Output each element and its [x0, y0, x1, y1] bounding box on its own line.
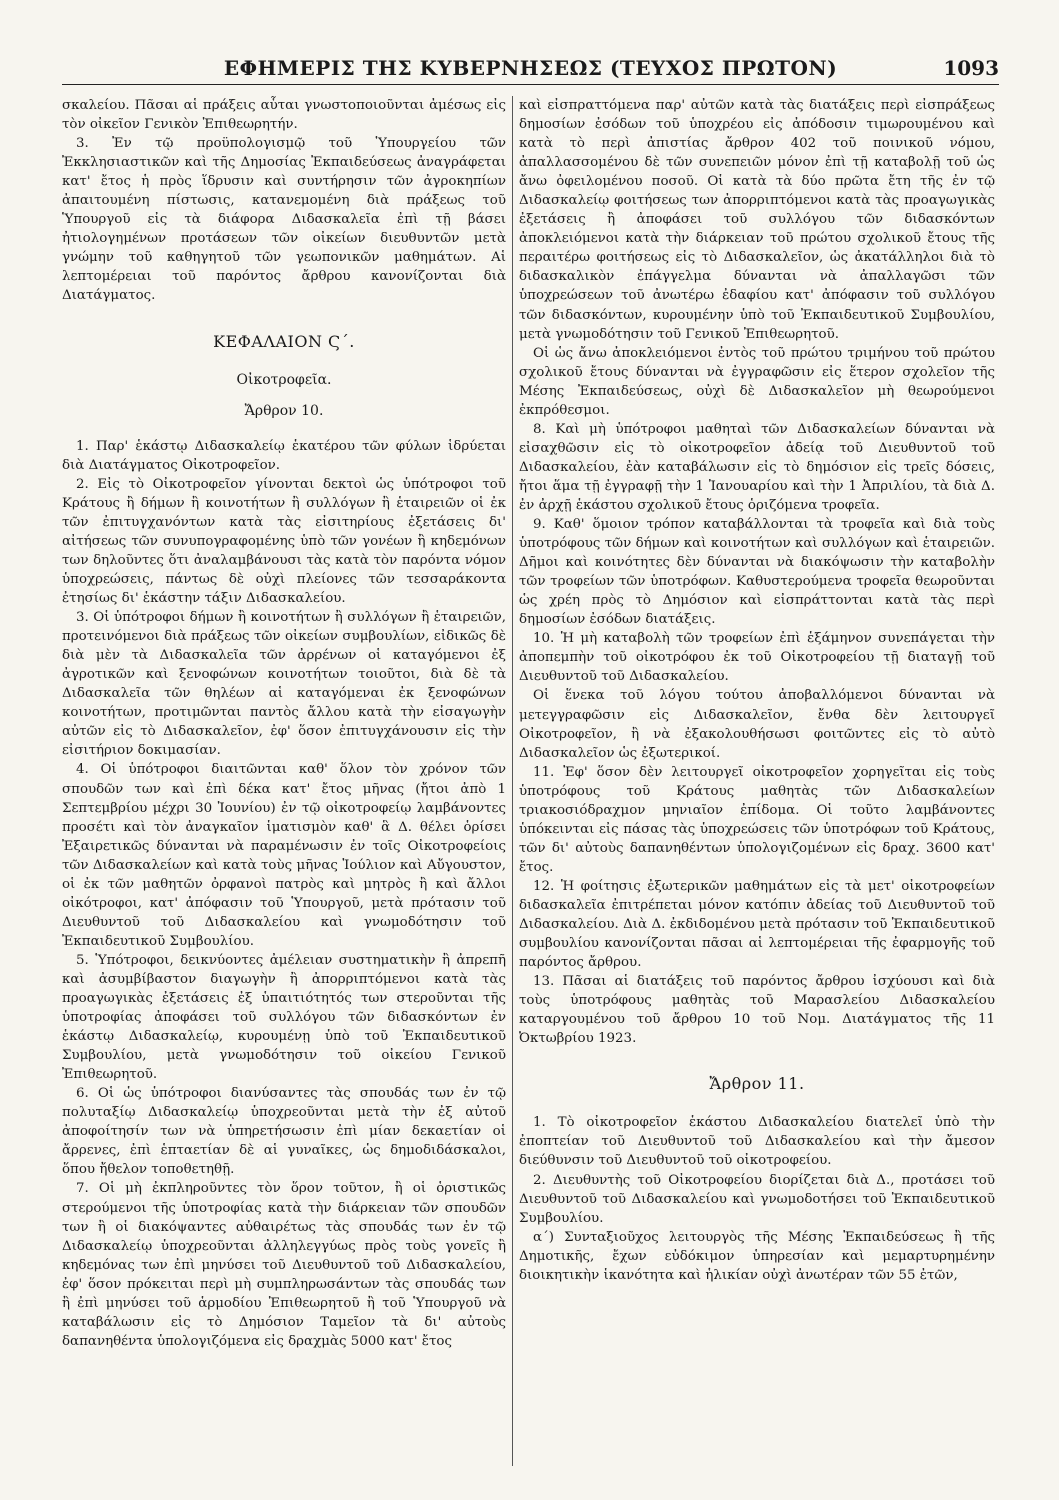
- paragraph-3: 3. Ἐν τῷ προϋπολογισμῷ τοῦ Ὑπουργείου τῶν Ἐκκλησιαστικῶν καὶ τῆς Δημοσίας Ἐκπαιδεύσεως ἀναγράφεται κατ' ἔτος ἡ πρὸς ἵδρυσιν καὶ συντήρησιν τῶν ἀγροκηπίων ἀπαιτουμένη πίστωσις, κατανεμομένη διὰ πράξεως τοῦ Ὑπουργοῦ εἰς τὰ διάφορα Διδασκαλεῖα ἐπὶ τῇ βάσει ἠτιολογημένων προτάσεων τῶν οἰκείων διευθυντῶν μετὰ γνώμην τοῦ καθηγητοῦ τῶν γεωπονικῶν μαθημάτων. Αἱ λεπτομέρειαι τοῦ παρόντος ἄρθρου κανονίζονται διὰ Διατάγματος.: [62, 136, 506, 304]
- right-column: [519, 96, 995, 1476]
- art10-paragraph-10: 10. Ἡ μὴ καταβολὴ τῶν τροφείων ἐπὶ ἑξάμηνον συνεπάγεται τὴν ἀποπεμπὴν τοῦ οἰκοτρόφου ἐκ τοῦ Οἰκοτροφείου τῇ διαταγῇ τοῦ Διευθυντοῦ τοῦ Διδασκαλείου.: [519, 631, 995, 685]
- chapter-heading: ΚΕΦΑΛΑΙΟΝ Ϛ΄.: [213, 331, 355, 351]
- art10-paragraph-11: 11. Ἐφ' ὅσον δὲν λειτουργεῖ οἰκοτροφεῖον χορηγεῖται εἰς τοὺς ὑποτρόφους τοῦ Κράτους μαθητὰς τῶν Διδασκαλείων τριακοσιόδραχμον μηνιαῖον ἐπίδομα. Οἱ τοῦτο λαμβάνοντες ὑπόκεινται εἰς πάσας τὰς ὑποχρεώσεις τῶν ὑποτρόφων τοῦ Κράτους, τῶν δι' αὐτοὺς δαπανηθέντων ὑπολογιζομένων εἰς δραχ. 3600 κατ' ἔτος.: [519, 764, 995, 875]
- art11-paragraph-1: 1. Τὸ οἰκοτροφεῖον ἑκάστου Διδασκαλείου διατελεῖ ὑπὸ τὴν ἐποπτείαν τοῦ Διευθυντοῦ τοῦ Διδασκαλείου καὶ τὴν ἄμεσον διεύθυνσιν τοῦ Διευθυντοῦ τοῦ οἰκοτροφείου.: [519, 1115, 995, 1169]
- paragraph-continuation: καὶ εἰσπραττόμενα παρ' αὐτῶν κατὰ τὰς διατάξεις περὶ εἰσπράξεως δημοσίων ἐσόδων τοῦ ὑποχρέου εἰς ἀπόδοσιν τιμωρουμένου καὶ κατὰ τὸ περὶ ἀπιστίας ἄρθρον 402 τοῦ ποινικοῦ νόμου, ἀπαλλασσομένου δὲ τῶν συνεπειῶν μόνον ἐπὶ τῇ καταβολῇ τοῦ ὡς ἄνω ὀφειλομένου ποσοῦ. Οἱ κατὰ τὰ δύο πρῶτα ἔτη τῆς ἐν τῷ Διδασκαλείῳ φοιτήσεως των ἀπορριπτόμενοι κατὰ τὰς προαγωγικὰς ἐξετάσεις ἢ ἀποφάσει τοῦ συλλόγου τῶν διδασκόντων ἀποκλειόμενοι κατὰ τὴν διάρκειαν τοῦ πρώτου σχολικοῦ ἔτους τῆς περαιτέρω φοιτήσεως εἰς τὸ Διδασκαλεῖον, ὡς ἀκατάλληλοι διὰ τὸ διδασκαλικὸν ἐπάγγελμα δύνανται νὰ ἀπαλλαγῶσι τῶν ὑποχρεώσεων τοῦ ἀνωτέρω ἐδαφίου κατ' ἀπόφασιν τοῦ συλλόγου τῶν διδασκόντων, κυρουμένην ὑπὸ τοῦ Ἐκπαιδευτικοῦ Συμβουλίου, μετὰ γνωμοδότησιν τοῦ Γενικοῦ Ἐπιθεωρητοῦ.: [519, 98, 995, 342]
- chapter-subheading: Οἰκοτροφεῖα.: [236, 371, 332, 388]
- art10-paragraph-13: 13. Πᾶσαι αἱ διατάξεις τοῦ παρόντος ἄρθρου ἰσχύουσι καὶ διὰ τοὺς ὑποτρόφους μαθητὰς τοῦ Μαρασλείου Διδασκαλείου καταργουμένου τοῦ ἄρθρου 10 τοῦ Νομ. Διατάγματος τῆς 11 Ὀκτωβρίου 1923.: [519, 974, 995, 1047]
- paragraph-continuation-2: Οἱ ὡς ἄνω ἀποκλειόμενοι ἐντὸς τοῦ πρώτου τριμήνου τοῦ πρώτου σχολικοῦ ἔτους δύνανται νὰ ἐγγραφῶσιν εἰς ἕτερον σχολεῖον τῆς Μέσης Ἐκπαιδεύσεως, οὐχὶ δὲ Διδασκαλεῖον μὴ θεωρούμενοι ἐκπρόθεσμοι.: [519, 345, 995, 418]
- art10-paragraph-3: 3. Οἱ ὑπότροφοι δήμων ἢ κοινοτήτων ἢ συλλόγων ἢ ἑταιρειῶν, προτεινόμενοι διὰ πράξεως τῶν οἰκείων συμβουλίων, εἰδικῶς δὲ διὰ μὲν τὰ Διδασκαλεῖα τῶν ἀρρένων οἱ καταγόμενοι ἐξ ἀγροτικῶν καὶ ξενοφώνων κοινοτήτων τοιοῦτοι, διὰ δὲ τὰ Διδασκαλεῖα τῶν θηλέων αἱ καταγόμεναι ἐκ ξενοφώνων κοινοτήτων, προτιμῶνται παντὸς ἄλλου κατὰ τὴν εἰσαγωγὴν αὐτῶν εἰς τὸ Διδασκαλεῖον, ἐφ' ὅσον ἐπιτυγχάνουσιν εἰς τὴν εἰσιτήριον δοκιμασίαν.: [62, 610, 506, 759]
- left-column: [62, 96, 506, 1476]
- art10-paragraph-4: 4. Οἱ ὑπότροφοι διαιτῶνται καθ' ὅλον τὸν χρόνον τῶν σπουδῶν των καὶ ἐπὶ δέκα κατ' ἔτος μῆνας (ἤτοι ἀπὸ 1 Σεπτεμβρίου μέχρι 30 Ἰουνίου) ἐν τῷ οἰκοτροφείῳ λαμβάνοντες προσέτι καὶ τὸν ἀναγκαῖον ἱματισμὸν καθ' ἃ Δ. θέλει ὁρίσει Ἐξαιρετικῶς δύνανται νὰ παραμένωσιν ἐν τοῖς Οἰκοτροφείοις τῶν Διδασκαλείων καὶ κατὰ τοὺς μῆνας Ἰούλιον καὶ Αὔγουστον, οἱ ἐκ τῶν μαθητῶν ὀρφανοὶ πατρὸς καὶ μητρὸς ἢ καὶ ἄλλοι οἰκότροφοι, κατ' ἀπόφασιν τοῦ Ὑπουργοῦ, μετὰ πρότασιν τοῦ Διευθυντοῦ τοῦ Διδασκαλείου καὶ γνωμοδότησιν τοῦ Ἐκπαιδευτικοῦ Συμβουλίου.: [62, 762, 506, 949]
- art11-paragraph-2: 2. Διευθυντὴς τοῦ Οἰκοτροφείου διορίζεται διὰ Δ., προτάσει τοῦ Διευθυντοῦ τοῦ Διδασκαλείου καὶ γνωμοδοτήσει τοῦ Ἐκπαιδευτικοῦ Συμβουλίου.: [519, 1172, 995, 1226]
- page-header: [62, 50, 999, 85]
- page-number: 1093: [943, 56, 999, 80]
- art10-paragraph-8: 8. Καὶ μὴ ὑπότροφοι μαθηταὶ τῶν Διδασκαλείων δύνανται νὰ εἰσαχθῶσιν εἰς τὸ οἰκοτροφεῖον ἀδείᾳ τοῦ Διευθυντοῦ τοῦ Διδασκαλείου, ἐὰν καταβάλωσιν εἰς τὸ δημόσιον εἰς τρεῖς δόσεις, ἤτοι ἅμα τῇ ἐγγραφῇ τὴν 1 Ἰανουαρίου καὶ τὴν 1 Ἀπριλίου, τὰ διὰ Δ. ἐν ἀρχῇ ἑκάστου σχολικοῦ ἔτους ὁριζόμενα τροφεῖα.: [519, 421, 995, 513]
- art11-paragraph-a: α΄) Συνταξιοῦχος λειτουργὸς τῆς Μέσης Ἐκπαιδεύσεως ἢ τῆς Δημοτικῆς, ἔχων εὐδόκιμον ὑπηρεσίαν καὶ μεμαρτυρημένην διοικητικὴν ἱκανότητα καὶ ἡλικίαν οὐχὶ ἀνωτέραν τῶν 55 ἐτῶν,: [519, 1229, 995, 1283]
- art10-paragraph-12: 12. Ἡ φοίτησις ἐξωτερικῶν μαθημάτων εἰς τὰ μετ' οἰκοτροφείων διδασκαλεῖα ἐπιτρέπεται μόνον κατόπιν ἀδείας τοῦ Διευθυντοῦ τοῦ Διδασκαλείου. Διὰ Δ. ἐκδιδομένου μετὰ πρότασιν τοῦ Ἐκπαιδευτικοῦ συμβουλίου κανονίζονται πᾶσαι αἱ λεπτομέρειαι τῆς ἐφαρμογῆς τοῦ παρόντος ἄρθρου.: [519, 878, 995, 971]
- art10-paragraph-9: 9. Καθ' ὅμοιον τρόπον καταβάλλονται τὰ τροφεῖα καὶ διὰ τοὺς ὑποτρόφους τῶν δήμων καὶ κοινοτήτων καὶ συλλόγων καὶ ἑταιρειῶν. Δῆμοι καὶ κοινότητες δὲν δύνανται νὰ διακόψωσιν τὴν καταβολὴν τῶν τροφείων τῶν ὑποτρόφων. Καθυστερούμενα τροφεῖα θεωροῦνται ὡς χρέη πρὸς τὸ Δημόσιον καὶ εἰσπράττονται κατὰ τὰς περὶ δημοσίων ἐσόδων διατάξεις.: [519, 517, 995, 628]
- art10-paragraph-10b: Οἱ ἕνεκα τοῦ λόγου τούτου ἀποβαλλόμενοι δύνανται νὰ μετεγγραφῶσιν εἰς Διδασκαλεῖον, ἔνθα δὲν λειτουργεῖ Οἰκοτροφεῖον, ἢ νὰ ἐξακολουθήσωσι φοιτῶντες εἰς τὸ αὐτὸ Διδασκαλεῖον ὡς ἐξωτερικοί.: [519, 688, 995, 761]
- art10-paragraph-2: 2. Εἰς τὸ Οἰκοτροφεῖον γίνονται δεκτοὶ ὡς ὑπότροφοι τοῦ Κράτους ἢ δήμων ἢ κοινοτήτων ἢ συλλόγων ἢ ἑταιρειῶν οἱ ἐκ τῶν ἐπιτυγχανόντων κατὰ τὰς εἰσιτηρίους ἐξετάσεις δι' αἰτήσεως τῶν συνυπογραφομένης ὑπὸ τῶν γονέων ἢ κηδεμόνων των δηλοῦντες ὅτι ἀναλαμβάνουσι τὰς κατὰ τὸν παρόντα νόμον ὑποχρεώσεις, πάντως δὲ οὐχὶ πλείονες τῶν τεσσαράκοντα ἐτησίως δι' ἑκάστην τάξιν Διδασκαλείου.: [62, 476, 506, 607]
- art10-paragraph-6: 6. Οἱ ὡς ὑπότροφοι διανύσαντες τὰς σπουδάς των ἐν τῷ πολυταξίῳ Διδασκαλείῳ ὑποχρεοῦνται μετὰ τὴν ἐξ αὐτοῦ ἀποφοίτησίν των νὰ ὑπηρετήσωσιν ἐπὶ μίαν δεκαετίαν οἱ ἄρρενες, ἐπὶ ἑπταετίαν δὲ αἱ γυναῖκες, ὡς δημοδιδάσκαλοι, ὅπου ἤθελον τοποθετηθῇ.: [62, 1086, 506, 1178]
- art10-paragraph-5: 5. Ὑπότροφοι, δεικνύοντες ἀμέλειαν συστηματικὴν ἢ ἀπρεπῆ καὶ ἀσυμβίβαστον διαγωγὴν ἢ ἀπορριπτόμενοι κατὰ τὰς προαγωγικὰς ἐξετάσεις ἐξ ὑπαιτιότητός των στεροῦνται τῆς ὑποτροφίας ἀποφάσει τοῦ συλλόγου τῶν διδασκόντων ἐν ἑκάστῳ Διδασκαλείῳ, κυρουμένῃ ὑπὸ τοῦ Ἐκπαιδευτικοῦ Συμβουλίου, μετὰ γνωμοδότησιν τοῦ οἰκείου Γενικοῦ Ἐπιθεωρητοῦ.: [62, 952, 506, 1083]
- column-divider: [512, 96, 513, 1466]
- art10-paragraph-7: 7. Οἱ μὴ ἐκπληροῦντες τὸν ὅρον τοῦτον, ἢ οἱ ὁριστικῶς στερούμενοι τῆς ὑποτροφίας κατὰ τὴν διάρκειαν τῶν σπουδῶν των ἢ οἱ διακόψαντες αὐθαιρέτως τὰς σπουδάς των ἐν τῷ Διδασκαλείῳ ὑποχρεοῦνται ἀλληλεγγύως πρὸς τοὺς γονεῖς ἢ κηδεμόνας των ἐπὶ μηνύσει τοῦ Διευθυντοῦ τοῦ Διδασκαλείου, ἐφ' ὅσον πρόκειται περὶ μὴ συμπληρωσάντων τὰς σπουδάς των ἢ ἐπὶ μηνύσει τοῦ ἁρμοδίου Ἐπιθεωρητοῦ ἢ τοῦ Ὑπουργοῦ νὰ καταβάλωσιν εἰς τὸ Δημόσιον Ταμεῖον τὰ δι' αὐτοὺς δαπανηθέντα ὑπολογιζόμενα εἰς δραχμὰς 5000 κατ' ἔτος: [62, 1181, 506, 1349]
- article-11-heading: Ἄρθρον 11.: [709, 1074, 805, 1094]
- gazette-title: ΕΦΗΜΕΡΙΣ ΤΗΣ ΚΥΒΕΡΝΗΣΕΩΣ (ΤΕΥΧΟΣ ΠΡΩΤΟΝ): [223, 56, 838, 80]
- paragraph-intro: σκαλείου. Πᾶσαι αἱ πράξεις αὗται γνωστοποιοῦνται ἀμέσως εἰς τὸν οἰκεῖον Γενικὸν Ἐπιθεωρητήν.: [62, 98, 506, 133]
- art10-paragraph-1: 1. Παρ' ἑκάστῳ Διδασκαλείῳ ἑκατέρου τῶν φύλων ἱδρύεται διὰ Διατάγματος Οἰκοτροφεῖον.: [62, 438, 506, 473]
- article-10-heading: Ἄρθρον 10.: [244, 402, 324, 419]
